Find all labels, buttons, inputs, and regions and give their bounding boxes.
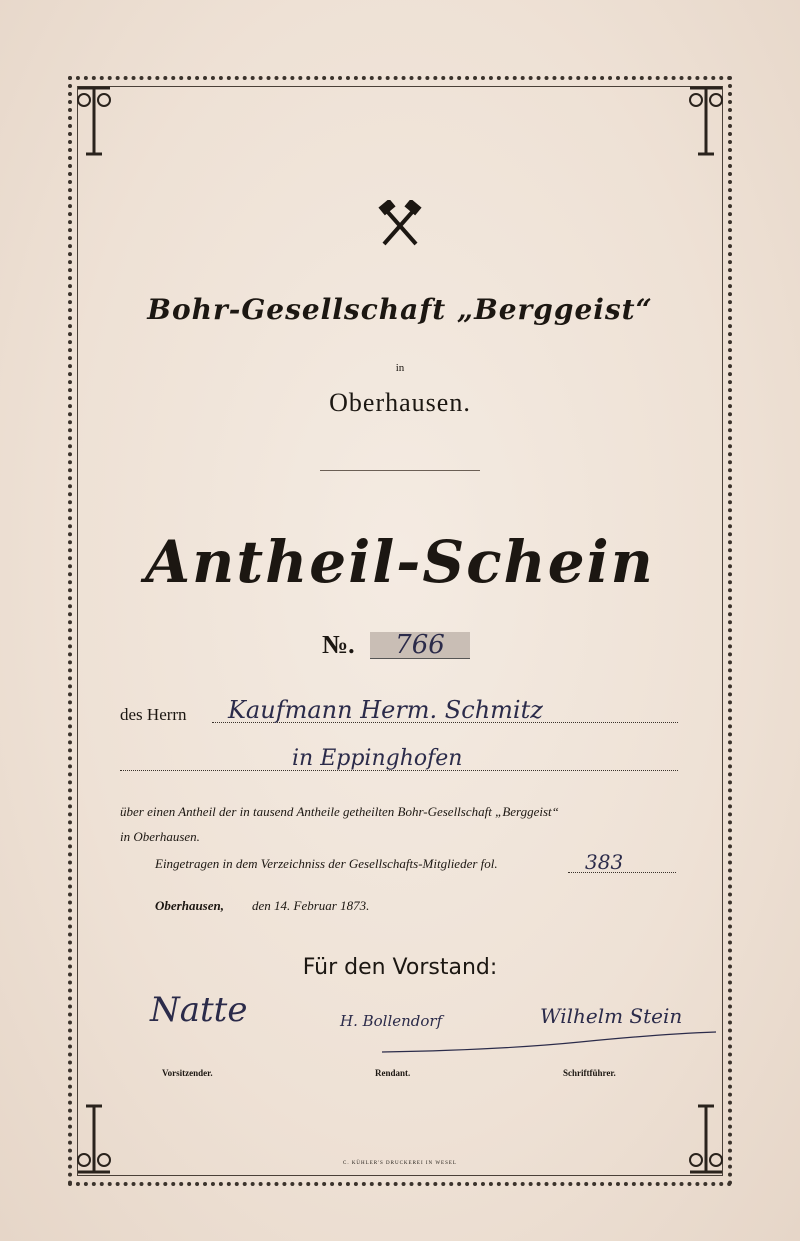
signature-chairman: Natte [150,990,248,1030]
role-treasurer: Rendant. [375,1068,411,1078]
connector-in: in [395,362,405,374]
hammer-and-pick-icon [378,200,422,248]
date-place: Oberhausen, [155,898,224,913]
signature-secretary: Wilhelm Stein [540,1004,683,1028]
corner-ornament-top-right [684,82,728,160]
signature-flourish [380,1022,720,1062]
role-secretary: Schriftführer. [563,1068,616,1078]
divider [320,470,480,471]
number-label: №. [322,630,355,659]
corner-ornament-bottom-left [72,1100,116,1178]
role-chairman: Vorsitzender. [162,1068,213,1078]
share-description: über einen Antheil der in tausend Antheile getheilten Bohr-Gesellschaft „Berggeist“ [120,804,559,819]
register-folio: 383 [585,850,624,874]
register-text: Eingetragen in dem Verzeichniss der Gesellschafts-Mitglieder fol. [155,856,498,871]
printer-imprint: C. KÜHLER'S DRUCKEREI IN WESEL [342,1161,457,1166]
holder-label: des Herrn [120,705,187,724]
company-name: Bohr-Gesellschaft „Berggeist“ [147,293,653,326]
share-location: in Oberhausen. [120,829,200,844]
signature-treasurer: H. Bollendorf [340,1012,443,1030]
holder-name: Kaufmann Herm. Schmitz [228,696,543,724]
corner-ornament-bottom-right [684,1100,728,1178]
holder-place: in Eppinghofen [292,746,463,771]
issue-date: den 14. Februar 1873. [252,898,370,913]
certificate-number: 766 [395,630,445,660]
company-city: Oberhausen. [329,388,471,417]
document-title: Antheil-Schein [145,528,655,596]
corner-ornament-top-left [72,82,116,160]
board-heading: Für den Vorstand: [302,955,498,980]
